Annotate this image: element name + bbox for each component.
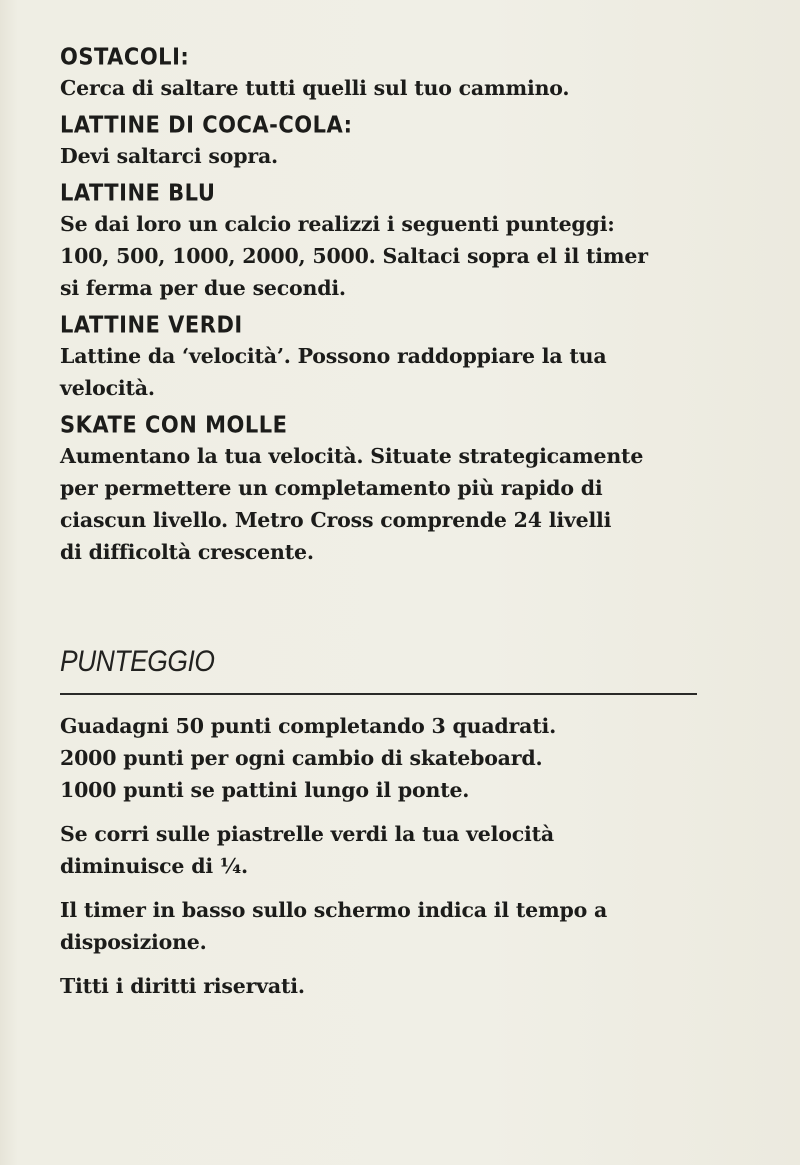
text-line: Se dai loro un calcio realizzi i seguenti punteggi: [60, 212, 615, 236]
score-title: PUNTEGGIO [60, 645, 215, 678]
text-line: si ferma per due secondi. [60, 276, 346, 300]
text-line: ciascun livello. Metro Cross comprende 24 livelli [60, 508, 612, 532]
text-line: Devi saltarci sopra. [60, 144, 278, 168]
items-list [60, 42, 720, 574]
text-line: Cerca di saltare tutti quelli sul tuo cammino. [60, 76, 570, 100]
text-line: Lattine da ‘velocità’. Possono raddoppiare la tua [60, 344, 607, 368]
section-heading: LATTINE BLU [60, 180, 216, 206]
score-section [60, 710, 720, 1014]
section-lattine-blu [60, 178, 720, 304]
text-line: Il timer in basso sullo schermo indica il tempo a [60, 898, 608, 922]
score-block [60, 970, 720, 1002]
text-line: Aumentano la tua velocità. Situate strategicamente [60, 444, 644, 468]
text-line: 1000 punti se pattini lungo il ponte. [60, 778, 470, 802]
text-line: di difficoltà crescente. [60, 540, 314, 564]
section-heading: LATTINE VERDI [60, 312, 243, 338]
section-ostacoli [60, 42, 720, 104]
text-line: per permettere un completamento più rapido di [60, 476, 603, 500]
score-block [60, 710, 720, 806]
section-text [60, 340, 720, 404]
section-skate-con-molle [60, 410, 720, 568]
section-text [60, 440, 720, 568]
section-text [60, 72, 720, 104]
text-line: 2000 punti per ogni cambio di skateboard. [60, 746, 543, 770]
score-block [60, 894, 720, 958]
title-divider [60, 693, 697, 695]
text-line: 100, 500, 1000, 2000, 5000. Saltaci sopra el il timer [60, 244, 648, 268]
section-text [60, 140, 720, 172]
section-heading: LATTINE DI COCA-COLA: [60, 112, 353, 138]
score-block [60, 818, 720, 882]
text-line: Se corri sulle piastrelle verdi la tua velocità [60, 822, 554, 846]
text-line: diminuisce di ¼. [60, 854, 248, 878]
section-lattine-coca-cola [60, 110, 720, 172]
section-heading: OSTACOLI: [60, 44, 190, 70]
text-line: disposizione. [60, 930, 207, 954]
section-heading: SKATE CON MOLLE [60, 412, 288, 438]
section-text [60, 208, 720, 304]
text-line: Guadagni 50 punti completando 3 quadrati. [60, 714, 557, 738]
text-line: Titti i diritti riservati. [60, 974, 305, 998]
text-line: velocità. [60, 376, 155, 400]
section-lattine-verdi [60, 310, 720, 404]
